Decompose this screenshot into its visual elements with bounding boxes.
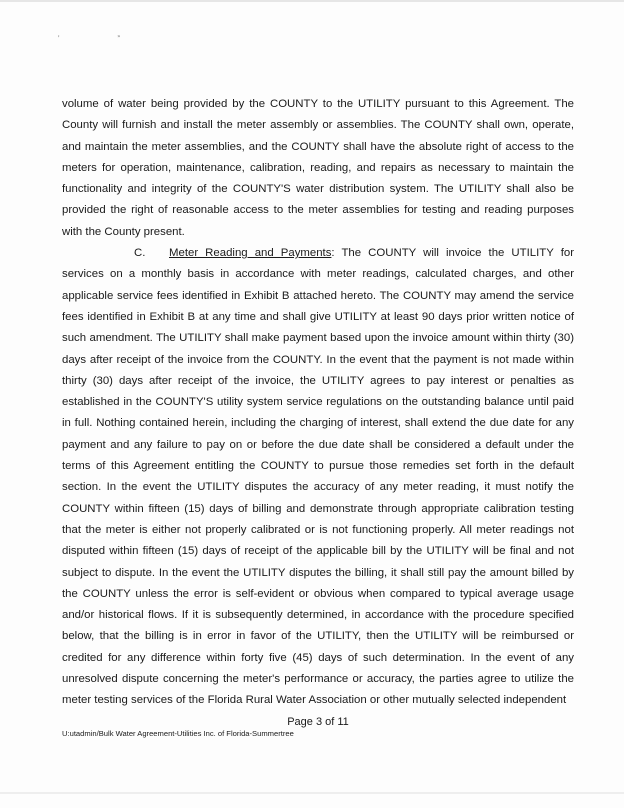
- section-letter: C.: [134, 247, 146, 260]
- document-body: [62, 94, 574, 712]
- section-heading: Meter Reading and Payments: [169, 247, 332, 260]
- scan-top-edge: [0, 0, 624, 2]
- page-number: Page 3 of 11: [287, 716, 349, 728]
- scan-bottom-edge: [0, 792, 624, 794]
- scan-marks: ʼ ˮ: [58, 36, 148, 43]
- section-c-text: : The COUNTY will invoice the UTILITY for services on a monthly basis in accordance with meter readings, calculated charges, and other applicable service fees identified in Exhibit B attached hereto. The COUNTY may amend the service fees identified in Exhibit B at any time and shall give UTILITY at least 90 days prior written notice of such amendment. The UTILITY shall make payment based upon the invoice amount within thirty (30) days after receipt of the invoice from the COUNTY. In the event that the payment is not made within thirty (30) days after receipt of the invoice, the UTILITY agrees to pay interest or penalties as established in the COUNTY'S utility system service regulations on the outstanding balance until paid in full. Nothing contained herein, including the charging of interest, shall extend the due date for any payment and any failure to pay on or before the due date shall be considered a default under the terms of this Agreement entitling the COUNTY to pursue those remedies set forth in the default section. In the event the UTILITY disputes the accuracy of any meter reading, it must notify the COUNTY within fifteen (15) days of billing and demonstrate through appropriate calibration testing that the meter is either not properly calibrated or is not functioning properly. All meter readings not disputed within fifteen (15) days of receipt of the applicable bill by the UTILITY will be final and not subject to dispute. In the event the UTILITY disputes the billing, it shall still pay the amount billed by the COUNTY unless the error is self-evident or obvious when compared to typical average usage and/or historical flows. If it is subsequently determined, in accordance with the procedure specified below, that the billing is in error in favor of the UTILITY, then the UTILITY will be reimbursed or credited for any difference within forty five (45) days of such determination. In the event of any unresolved dispute concerning the meter's performance or accuracy, the parties agree to utilize the meter testing services of the Florida Rural Water Association or other mutually selected independent: [62, 247, 574, 707]
- file-path: U:utadmin/Bulk Water Agreement-Utilities Inc. of Florida-Summertree: [62, 729, 294, 738]
- page-footer: [62, 715, 574, 739]
- section-c-paragraph: [62, 243, 574, 712]
- paragraph-continuation: volume of water being provided by the COUNTY to the UTILITY pursuant to this Agreement. The County will furnish and install the meter assembly or assemblies. The COUNTY shall own, operate, and maintain the meter assemblies, and the COUNTY shall have the absolute right of access to the meters for operation, maintenance, calibration, reading, and repairs as necessary to maintain the functionality and integrity of the COUNTY'S water distribution system. The UTILITY shall also be provided the right of reasonable access to the meter assemblies for testing and reading purposes with the County present.: [62, 98, 574, 238]
